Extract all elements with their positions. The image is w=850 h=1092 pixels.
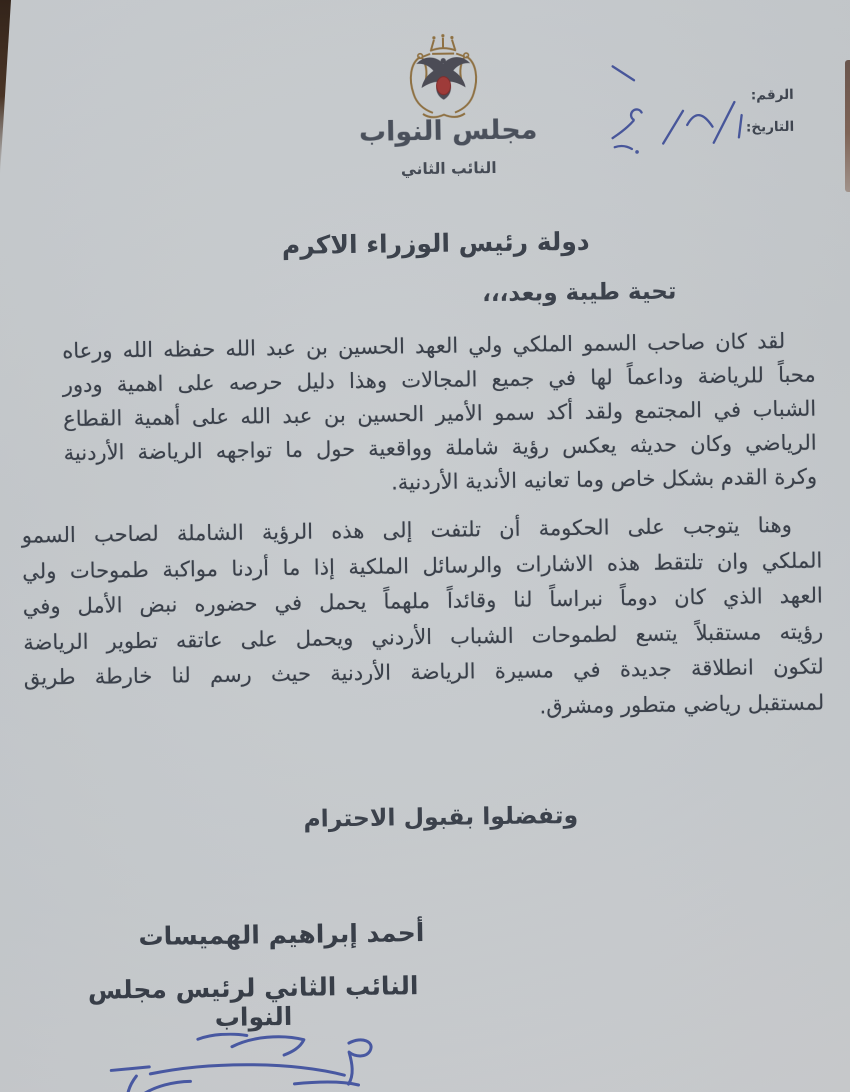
- body-paragraph-2: [22, 507, 825, 731]
- body-line: العهد الذي كان دوماً نبراساً لنا وقائداً ملهماً يحمل في حضوره نبض الأمل وفي: [22, 583, 823, 619]
- body-line: وهنا يتوجب على الحكومة أن تلتفت إلى هذه الرؤية الشاملة لصاحب السمو: [21, 512, 792, 548]
- body-line: لمستقبل رياضي متطور ومشرق.: [539, 689, 825, 718]
- recipient-line: دولة رئيس الوزراء الاكرم: [281, 226, 590, 260]
- signature-block: [51, 918, 455, 1035]
- body-line: الشباب في المجتمع ولقد أكد سمو الأمير الحسين بن عبد الله على أهمية القطاع: [63, 396, 817, 432]
- reference-block: [745, 87, 794, 152]
- ref-date-label: التاريخ:: [745, 118, 795, 136]
- masthead-office: النائب الثاني: [400, 158, 497, 179]
- body-line: الملكي وان تلتقط هذه الاشارات والرسائل الملكية إذا ما أردنا مواكبة طموحات ولي: [22, 547, 823, 584]
- signature-title: النائب الثاني لرئيس مجلس النواب: [87, 971, 419, 1032]
- jordan-royal-crest-icon: [386, 32, 501, 122]
- handwritten-signature-icon: [92, 1030, 428, 1092]
- body-line: محباً للرياضة وداعماً لها في جميع المجالات وهذا دليل حرصه على اهمية ودور: [62, 362, 816, 398]
- body-line: لتكون انطلاقة جديدة في مسيرة الرياضة الأردنية حيث رسم لنا خارطة طريق: [23, 654, 824, 690]
- ref-number-label: الرقم:: [750, 86, 794, 104]
- body-line: الرياضي وكان حديثه يعكس رؤية شاملة وواقعية حول ما تواجهه الرياضة الأردنية: [63, 430, 817, 466]
- closing-line: وتفضلوا بقبول الاحترام: [303, 800, 579, 833]
- signature-name: أحمد إبراهيم الهميسات: [138, 918, 425, 952]
- body-paragraph-1: [62, 324, 817, 504]
- body-line: وكرة القدم بشكل خاص وما تعانيه الأندية الأردنية.: [390, 464, 818, 495]
- body-line: لقد كان صاحب السمو الملكي ولي العهد الحسين بن عبد الله حفظه الله ورعاه: [62, 328, 786, 364]
- salutation-line: تحية طيبة وبعد،،،: [481, 278, 677, 308]
- masthead-parliament-name: مجلس النواب: [358, 114, 538, 148]
- body-line: رؤيته مستقبلاً يتسع لطموحات الشباب الأردني ويحمل على عاتقه تطوير الرياضة: [23, 618, 824, 655]
- handwritten-date-icon: [609, 61, 752, 159]
